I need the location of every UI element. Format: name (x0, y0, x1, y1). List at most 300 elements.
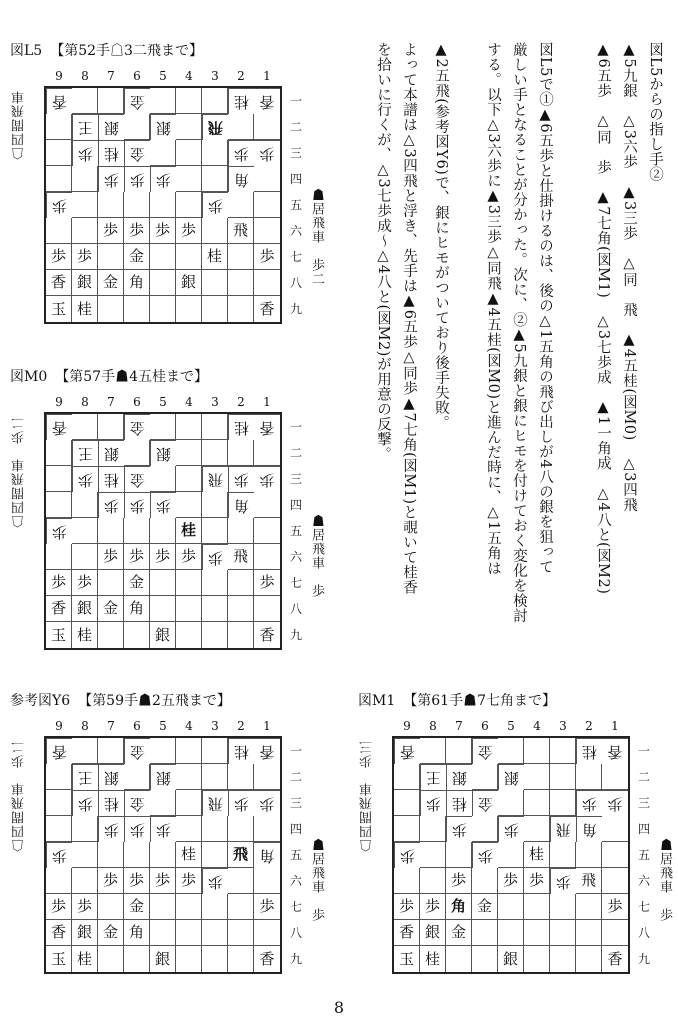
board-square (150, 140, 176, 166)
column-number: 1 (263, 395, 271, 409)
board-square (202, 440, 228, 466)
shogi-piece: 桂 (202, 244, 228, 270)
board-square (446, 946, 472, 972)
shogi-piece: 金 (124, 894, 150, 920)
row-number: 五 (637, 848, 650, 862)
diagram-caption: 【第57手☗4五桂まで】 (55, 369, 208, 385)
shogi-piece: 歩 (498, 868, 524, 894)
column-number: 5 (159, 719, 167, 733)
board-square (176, 166, 202, 192)
shogi-piece: 王 (420, 764, 446, 790)
diagram-M1 (358, 692, 672, 982)
shogi-piece: 玉 (46, 622, 72, 648)
shogi-piece: 歩 (228, 140, 254, 166)
board-square (420, 842, 446, 868)
board-square (550, 842, 576, 868)
shogi-piece: 香 (46, 596, 72, 622)
gote-hand: ☖四間飛車 歩二 (12, 740, 27, 852)
board-square (550, 790, 576, 816)
board-square (420, 816, 446, 842)
board-square (446, 842, 472, 868)
shogi-piece: 歩 (72, 570, 98, 596)
shogi-piece: 歩 (550, 868, 576, 894)
board-square (176, 114, 202, 140)
board-square (394, 868, 420, 894)
board-square (176, 596, 202, 622)
column-number: 3 (559, 719, 567, 733)
board-square (98, 414, 124, 440)
board-square (124, 296, 150, 322)
sente-hand: ☗居飛車 歩 (657, 838, 672, 922)
shogi-piece: 金 (98, 270, 124, 296)
board-square (254, 192, 280, 218)
board-square (98, 518, 124, 544)
sente-hand: ☗居飛車 歩二 (309, 188, 324, 286)
diagram-label: 参考図Y6 (10, 693, 71, 709)
row-number: 三 (637, 796, 650, 810)
article-moves-2: ▲6五歩 △同 歩 ▲7七角(図M1) △3七歩成 ▲1一角成 △4八と(図M2) (595, 42, 611, 595)
board-square (150, 596, 176, 622)
column-number: 6 (133, 395, 141, 409)
column-number: 5 (159, 69, 167, 83)
board-square (202, 596, 228, 622)
board-square (176, 946, 202, 972)
shogi-piece: 歩 (46, 244, 72, 270)
board-square (176, 738, 202, 764)
column-number: 5 (507, 719, 515, 733)
shogi-piece: 歩 (46, 842, 72, 868)
board-square (72, 868, 98, 894)
gote-hand: ☖四間飛車 (12, 90, 27, 160)
board-square (72, 738, 98, 764)
column-number: 9 (55, 719, 63, 733)
board-square (202, 140, 228, 166)
board-square (72, 414, 98, 440)
shogi-piece: 歩 (228, 466, 254, 492)
article-paragraph-1: 図L5で①▲6五歩と仕掛けるのは、後の△1五角の飛び出しが4八の銀を狙って (537, 42, 553, 575)
column-number: 6 (133, 69, 141, 83)
gote-hand: ☖四間飛車 歩三 (360, 740, 375, 852)
row-number: 六 (637, 874, 650, 888)
sente-hand: ☗居飛車 歩 (309, 838, 324, 922)
shogi-piece: 角 (124, 270, 150, 296)
shogi-piece: 歩 (150, 816, 176, 842)
row-number: 六 (289, 550, 302, 564)
shogi-piece: 歩 (150, 868, 176, 894)
board-square (254, 596, 280, 622)
shogi-piece: 銀 (72, 920, 98, 946)
board-square (124, 842, 150, 868)
shogi-piece: 歩 (150, 218, 176, 244)
board-square (550, 946, 576, 972)
board-square (254, 518, 280, 544)
shogi-piece: 金 (124, 414, 150, 440)
board-square (576, 894, 602, 920)
row-number: 四 (289, 498, 302, 512)
column-number: 9 (55, 69, 63, 83)
column-number: 8 (81, 719, 89, 733)
shogi-piece: 飛 (228, 218, 254, 244)
board-square (524, 764, 550, 790)
board-square (72, 544, 98, 570)
column-number: 5 (159, 395, 167, 409)
shogi-board (392, 736, 630, 974)
board-square (550, 920, 576, 946)
row-number: 二 (289, 770, 302, 784)
board-square (46, 140, 72, 166)
diagram-caption: 【第61手☗7七角まで】 (403, 693, 556, 709)
shogi-piece: 香 (602, 738, 628, 764)
shogi-piece: 歩 (446, 816, 472, 842)
board-square (202, 894, 228, 920)
board-square (202, 518, 228, 544)
shogi-piece: 歩 (72, 894, 98, 920)
board-square (46, 868, 72, 894)
board-square (150, 894, 176, 920)
board-square (46, 466, 72, 492)
board-square (202, 414, 228, 440)
board-square (98, 894, 124, 920)
board-square (46, 764, 72, 790)
board-square (472, 816, 498, 842)
diagram-title (10, 368, 208, 386)
shogi-piece: 歩 (254, 570, 280, 596)
board-square (150, 414, 176, 440)
board-square (524, 946, 550, 972)
shogi-piece: 香 (394, 920, 420, 946)
column-number: 2 (585, 719, 593, 733)
shogi-piece: 玉 (394, 946, 420, 972)
board-square (228, 114, 254, 140)
shogi-piece: 香 (46, 738, 72, 764)
shogi-piece: 香 (254, 88, 280, 114)
shogi-piece: 歩 (472, 842, 498, 868)
row-number: 九 (289, 302, 302, 316)
row-number: 四 (289, 172, 302, 186)
board-square (98, 570, 124, 596)
shogi-piece: 歩 (254, 244, 280, 270)
shogi-piece: 歩 (254, 894, 280, 920)
shogi-piece: 歩 (124, 166, 150, 192)
diagram-M0 (10, 368, 324, 658)
shogi-piece: 歩 (124, 816, 150, 842)
row-number: 六 (289, 874, 302, 888)
shogi-piece: 金 (472, 894, 498, 920)
board-square (202, 218, 228, 244)
board-square (46, 166, 72, 192)
board-square (176, 920, 202, 946)
board-square (176, 816, 202, 842)
column-number: 9 (55, 395, 63, 409)
column-numbers (46, 68, 280, 84)
shogi-piece: 歩 (176, 218, 202, 244)
board-square (202, 764, 228, 790)
board-square (498, 920, 524, 946)
article-paragraph-5: よって本譜は△3四飛と浮き、先手は▲6五歩△同歩▲7七角(図M1)と覗いて桂香 (401, 42, 417, 595)
shogi-piece: 金 (124, 466, 150, 492)
board-square (150, 88, 176, 114)
board-square (602, 868, 628, 894)
diagram-caption: 【第52手☖3二飛まで】 (50, 43, 203, 59)
board-square (176, 790, 202, 816)
shogi-piece: 桂 (228, 414, 254, 440)
board-square (150, 790, 176, 816)
board-square (602, 816, 628, 842)
board-square (202, 842, 228, 868)
shogi-piece: 飛 (202, 790, 228, 816)
shogi-piece: 香 (46, 88, 72, 114)
row-number: 七 (289, 576, 302, 590)
board-square (394, 764, 420, 790)
board-square (202, 88, 228, 114)
board-square (46, 544, 72, 570)
shogi-piece: 角 (446, 894, 472, 920)
row-number: 一 (289, 94, 302, 108)
row-number: 三 (289, 796, 302, 810)
row-number: 五 (289, 198, 302, 212)
shogi-piece: 銀 (498, 764, 524, 790)
board-square (124, 622, 150, 648)
board-square (576, 946, 602, 972)
board-square (228, 764, 254, 790)
shogi-piece: 歩 (124, 544, 150, 570)
row-number: 九 (289, 628, 302, 642)
shogi-piece: 歩 (98, 816, 124, 842)
board-square (124, 114, 150, 140)
shogi-piece: 金 (124, 244, 150, 270)
shogi-piece: 歩 (602, 790, 628, 816)
shogi-piece: 金 (98, 596, 124, 622)
board-square (46, 492, 72, 518)
column-number: 3 (211, 69, 219, 83)
article-paragraph-2: 厳しい手となることが分かった。次に、②▲5九銀と銀にヒモを付けておく変化を検討 (511, 42, 527, 624)
board-square (46, 114, 72, 140)
board-square (124, 518, 150, 544)
shogi-piece: 桂 (446, 790, 472, 816)
board-square (202, 570, 228, 596)
article-paragraph-4: ▲2五飛(参考図Y6)で、銀にヒモがついており後手失敗。 (433, 42, 449, 431)
board-square (72, 816, 98, 842)
shogi-piece: 銀 (98, 114, 124, 140)
board-square (254, 920, 280, 946)
shogi-piece: 金 (472, 738, 498, 764)
shogi-piece: 歩 (498, 816, 524, 842)
shogi-piece: 歩 (98, 218, 124, 244)
board-square (254, 218, 280, 244)
board-square (420, 738, 446, 764)
board-square (176, 296, 202, 322)
shogi-piece: 歩 (602, 894, 628, 920)
shogi-piece: 歩 (576, 790, 602, 816)
board-square (602, 764, 628, 790)
board-square (550, 894, 576, 920)
board-square (98, 296, 124, 322)
board-square (98, 738, 124, 764)
row-number: 五 (289, 524, 302, 538)
shogi-piece: 桂 (98, 140, 124, 166)
shogi-piece: 銀 (72, 270, 98, 296)
shogi-piece: 銀 (150, 946, 176, 972)
board-square (472, 764, 498, 790)
row-number: 二 (289, 446, 302, 460)
row-number: 八 (637, 926, 650, 940)
row-number: 七 (637, 900, 650, 914)
shogi-piece: 飛 (228, 544, 254, 570)
shogi-piece: 銀 (98, 440, 124, 466)
board-square (176, 570, 202, 596)
diagram-L5 (10, 42, 324, 332)
board-square (254, 270, 280, 296)
diagram-caption: 【第59手☗2五飛まで】 (78, 693, 231, 709)
board-square (46, 440, 72, 466)
shogi-piece: 角 (124, 920, 150, 946)
board-square (228, 622, 254, 648)
board-square (98, 842, 124, 868)
shogi-piece: 金 (124, 88, 150, 114)
column-number: 7 (455, 719, 463, 733)
shogi-piece: 歩 (228, 790, 254, 816)
row-number: 九 (637, 952, 650, 966)
row-number: 三 (289, 146, 302, 160)
shogi-piece: 桂 (72, 296, 98, 322)
board-square (254, 544, 280, 570)
board-square (394, 790, 420, 816)
row-number: 七 (289, 900, 302, 914)
board-square (254, 764, 280, 790)
shogi-piece: 歩 (98, 544, 124, 570)
shogi-piece: 香 (46, 414, 72, 440)
shogi-piece: 桂 (72, 946, 98, 972)
board-square (150, 570, 176, 596)
column-number: 2 (237, 69, 245, 83)
shogi-piece: 香 (254, 414, 280, 440)
board-square (176, 894, 202, 920)
shogi-piece: 銀 (150, 622, 176, 648)
article-paragraph-3: する。以下△3六歩に▲3三歩△同飛▲4五桂(図M0)と進んだ時に、△1五角は (485, 42, 501, 576)
shogi-piece: 王 (72, 764, 98, 790)
row-number: 六 (289, 224, 302, 238)
column-number: 3 (211, 395, 219, 409)
shogi-piece: 歩 (72, 790, 98, 816)
shogi-piece: 香 (254, 738, 280, 764)
shogi-piece: 香 (394, 738, 420, 764)
board-square (72, 842, 98, 868)
shogi-piece: 歩 (202, 192, 228, 218)
board-square (176, 88, 202, 114)
board-square (498, 790, 524, 816)
board-square (150, 920, 176, 946)
board-square (150, 738, 176, 764)
shogi-piece: 飛 (550, 816, 576, 842)
diagram-title (10, 692, 231, 710)
board-square (254, 492, 280, 518)
column-number: 6 (133, 719, 141, 733)
column-number: 1 (263, 719, 271, 733)
shogi-piece: 香 (607, 949, 623, 968)
column-number: 8 (429, 719, 437, 733)
column-number: 7 (107, 395, 115, 409)
board-square (98, 622, 124, 648)
shogi-piece: 金 (472, 790, 498, 816)
diagram-title (358, 692, 556, 710)
shogi-piece: 歩 (150, 166, 176, 192)
shogi-board (44, 412, 282, 650)
board-square (420, 868, 446, 894)
row-number: 八 (289, 276, 302, 290)
board-square (46, 790, 72, 816)
shogi-piece: 香 (259, 299, 275, 318)
board-square (524, 816, 550, 842)
board-square (150, 518, 176, 544)
board-square (254, 868, 280, 894)
board-square (46, 816, 72, 842)
shogi-piece: 歩 (72, 244, 98, 270)
row-number: 三 (289, 472, 302, 486)
shogi-piece: 金 (98, 920, 124, 946)
board-square (524, 790, 550, 816)
shogi-piece: 王 (72, 114, 98, 140)
shogi-piece: 歩 (124, 868, 150, 894)
shogi-piece: 角 (254, 842, 280, 868)
column-number: 2 (237, 395, 245, 409)
board-square (72, 88, 98, 114)
column-numbers (46, 394, 280, 410)
shogi-piece: 歩 (394, 842, 420, 868)
board-square (254, 114, 280, 140)
board-square (446, 738, 472, 764)
board-square (150, 466, 176, 492)
board-square (576, 842, 602, 868)
shogi-piece: 桂 (176, 842, 202, 868)
shogi-piece: 歩 (124, 492, 150, 518)
shogi-piece: 歩 (124, 218, 150, 244)
board-square (176, 440, 202, 466)
shogi-piece: 銀 (72, 596, 98, 622)
board-square (98, 946, 124, 972)
article-moves-1: ▲5九銀 △3六歩 ▲3三歩 △同 飛 ▲4五桂(図M0) △3四飛 (621, 42, 637, 513)
shogi-piece: 歩 (202, 544, 228, 570)
board-square (176, 244, 202, 270)
board-square (176, 414, 202, 440)
shogi-piece: 角 (228, 492, 254, 518)
board-square (202, 296, 228, 322)
shogi-piece: 飛 (202, 466, 228, 492)
board-square (602, 920, 628, 946)
shogi-piece: 銀 (498, 946, 524, 972)
shogi-piece: 歩 (98, 492, 124, 518)
shogi-piece: 桂 (420, 946, 446, 972)
shogi-piece: 歩 (420, 790, 446, 816)
row-number: 五 (289, 848, 302, 862)
board-square (202, 816, 228, 842)
shogi-piece: 歩 (46, 894, 72, 920)
board-square (228, 894, 254, 920)
shogi-piece: 桂 (576, 738, 602, 764)
shogi-piece: 歩 (176, 544, 202, 570)
row-number: 八 (289, 926, 302, 940)
column-number: 4 (185, 719, 193, 733)
shogi-piece: 玉 (46, 946, 72, 972)
column-number: 4 (185, 395, 193, 409)
row-number: 一 (637, 744, 650, 758)
board-square (228, 440, 254, 466)
board-square (498, 894, 524, 920)
board-square (98, 192, 124, 218)
shogi-piece: 角 (576, 816, 602, 842)
shogi-piece: 桂 (98, 790, 124, 816)
shogi-piece: 歩 (150, 492, 176, 518)
board-square (576, 920, 602, 946)
